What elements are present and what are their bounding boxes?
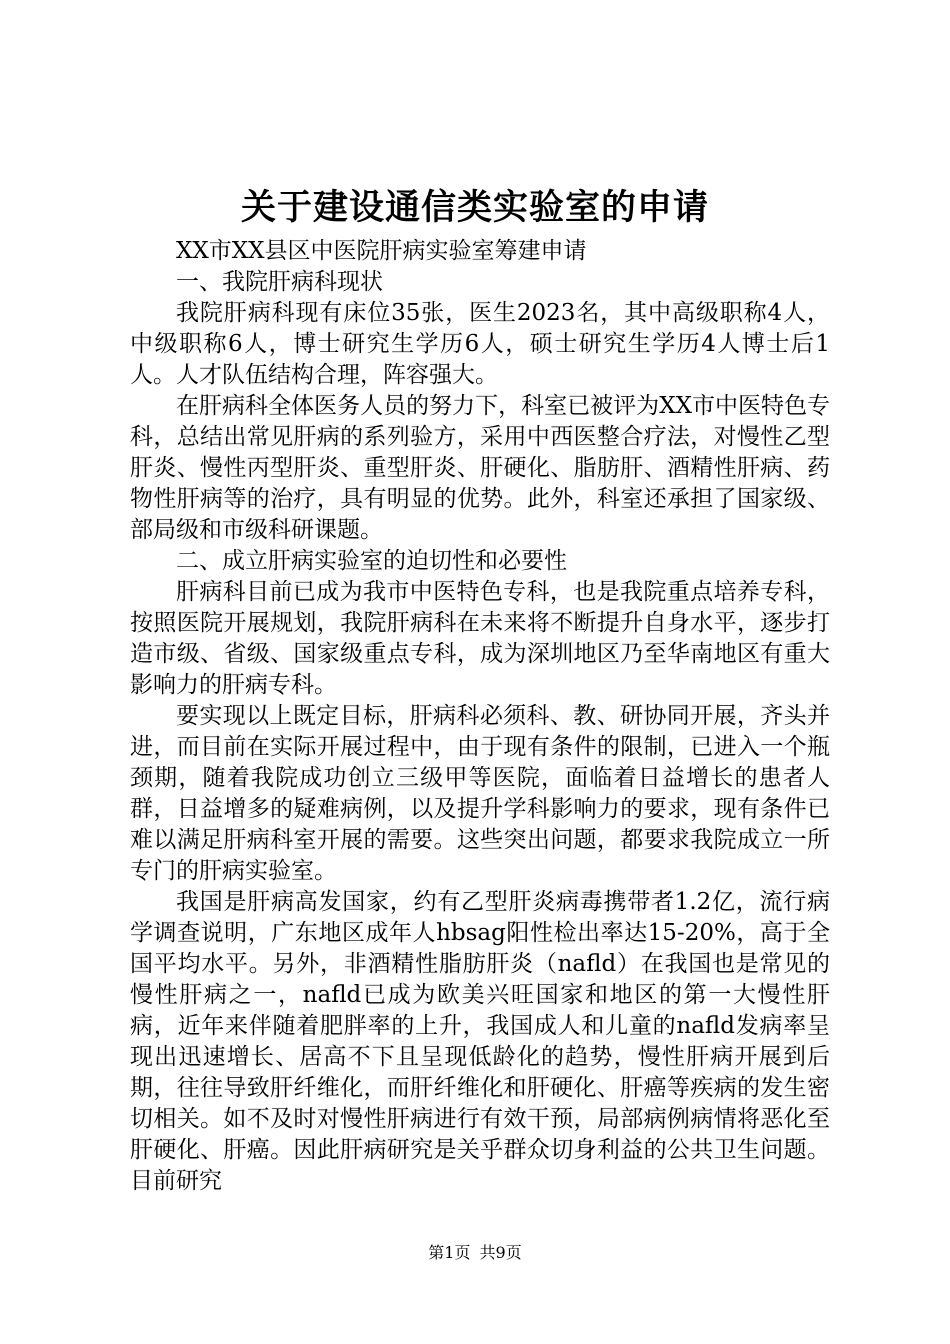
paragraph-epidemiology: 我国是肝病高发国家，约有乙型肝炎病毒携带者1.2亿，流行病学调查说明，广东地区成年人hbsag阳性检出率达15-20%，高于全国平均水平。另外，非酒精性脂肪肝炎（nafld）在我国也是常见的慢性肝病之一，nafld已成为欧美兴旺国家和地区的第一大慢性肝病，近年来伴随着肥胖率的上升，我国成人和儿童的nafld发病率呈现出迅速增长、居高不下且呈现低龄化的趋势，慢性肝病开展到后期，往往导致肝纤维化，而肝纤维化和肝硬化、肝癌等疾病的发生密切相关。如不及时对慢性肝病进行有效干预，局部病例病情将恶化至肝硬化、肝癌。因此肝病研究是关乎群众切身利益的公共卫生问题。目前研究: [130, 889, 830, 1194]
section-heading-status: 一、我院肝病科现状: [176, 269, 383, 295]
paragraph-development-plan: 肝病科目前已成为我市中医特色专科，也是我院重点培养专科，按照医院开展规划，我院肝病科在未来将不断提升自身水平，逐步打造市级、省级、国家级重点专科，成为深圳地区乃至华南地区有重大影响力的肝病专科。: [130, 579, 830, 698]
page-total: 共9页: [479, 1243, 522, 1262]
page-footer: [0, 1243, 950, 1263]
document-body: [130, 236, 830, 1197]
paragraph-staffing: 我院肝病科现有床位35张，医生2023名，其中高级职称4人，中级职称6人，博士研究生学历6人，硕士研究生学历4人博士后1人。人才队伍结构合理，阵容强大。: [130, 300, 830, 388]
page-number: 第1页: [428, 1243, 471, 1262]
paragraph-subtitle: XX市XX县区中医院肝病实验室筹建申请: [176, 238, 587, 264]
paragraph-achievements: 在肝病科全体医务人员的努力下，科室已被评为XX市中医特色专科，总结出常见肝病的系列验方，采用中西医整合疗法，对慢性乙型肝炎、慢性丙型肝炎、重型肝炎、肝硬化、脂肪肝、酒精性肝病、药物性肝病等的治疗，具有明显的优势。此外，科室还承担了国家级、部局级和市级科研课题。: [130, 393, 830, 543]
document-title: 关于建设通信类实验室的申请: [240, 187, 709, 228]
paragraph-bottleneck: 要实现以上既定目标，肝病科必须科、教、研协同开展，齐头并进，而目前在实际开展过程中，由于现有条件的限制，已进入一个瓶颈期，随着我院成功创立三级甲等医院，面临着日益增长的患者人群，日益增多的疑难病例，以及提升学科影响力的要求，现有条件已难以满足肝病科室开展的需要。这些突出问题，都要求我院成立一所专门的肝病实验室。: [130, 703, 830, 884]
section-heading-necessity: 二、成立肝病实验室的迫切性和必要性: [176, 548, 567, 574]
